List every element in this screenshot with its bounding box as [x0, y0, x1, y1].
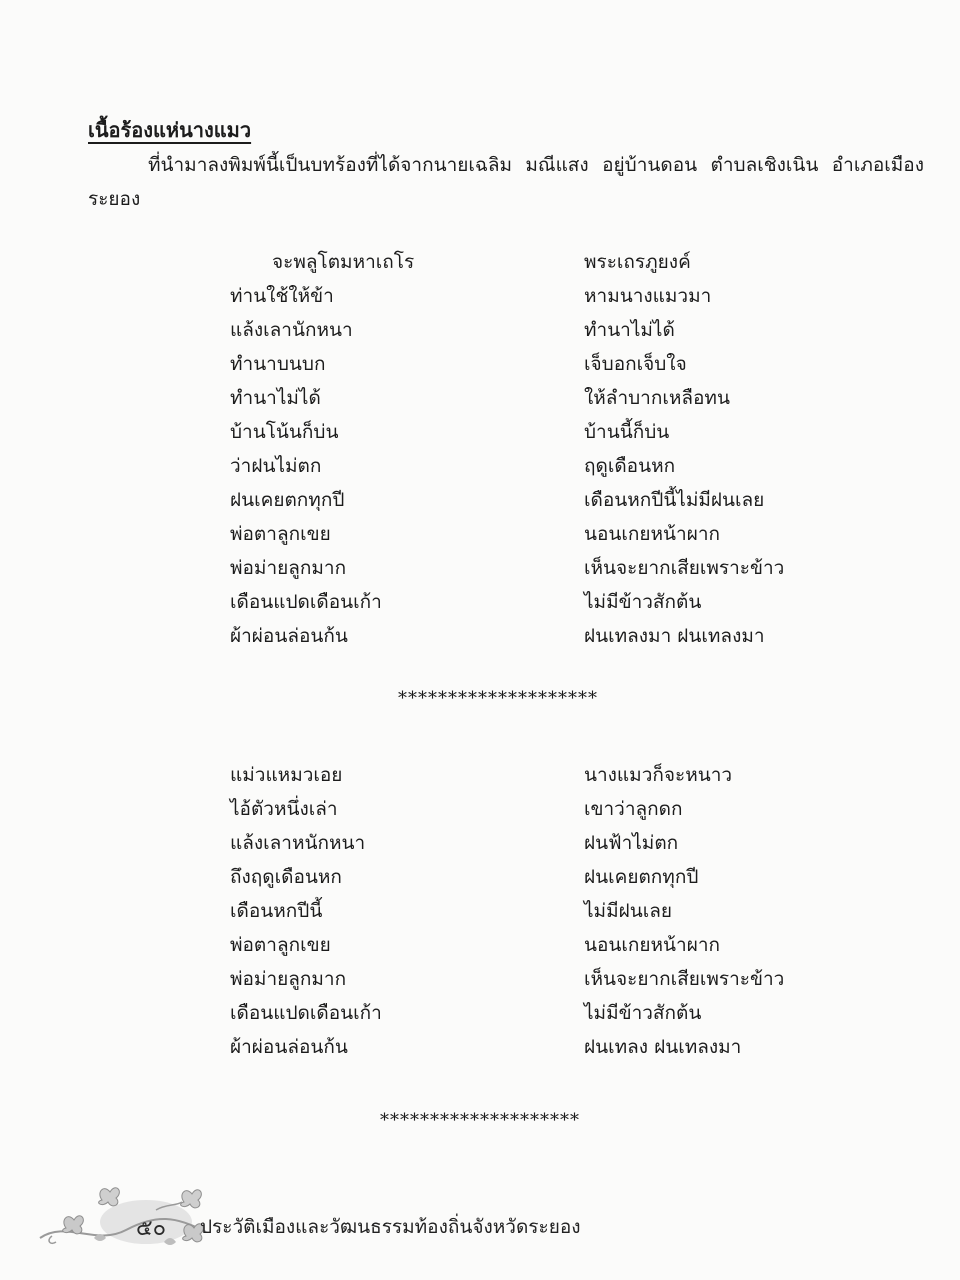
separator-stars: ******************** — [380, 1110, 580, 1131]
verse-left: ทำนาบนบก — [230, 353, 326, 375]
verse-line — [0, 894, 960, 928]
verse-line — [0, 483, 960, 517]
verse-right: ฝนเทลง ฝนเทลงมา — [584, 1036, 742, 1058]
verse-right: เขาว่าลูกดก — [584, 798, 683, 820]
verse-left: แล้งเลาหนักหนา — [230, 832, 366, 854]
separator-stars: ******************** — [398, 688, 598, 709]
verse-line — [0, 449, 960, 483]
verse-left: ผ้าผ่อนล่อนก้น — [230, 1036, 348, 1058]
verse-left: จะพลูโตมหาเถโร — [272, 251, 415, 273]
verse-right: หามนางแมวมา — [584, 285, 712, 307]
verse-line — [0, 928, 960, 962]
verse-line — [0, 245, 960, 279]
verse-left: ผ้าผ่อนล่อนก้น — [230, 625, 348, 647]
verse-right: นางแมวก็จะหนาว — [584, 764, 733, 786]
page-footer — [36, 1180, 636, 1260]
verse-right: ไม่มีข้าวสักต้น — [584, 591, 702, 613]
verse-left: พ่อตาลูกเขย — [230, 934, 331, 956]
verse-left: บ้านโน้นก็บ่น — [230, 421, 339, 443]
verse-line — [0, 758, 960, 792]
verse-left: ไอ้ตัวหนึ่งเล่า — [230, 798, 338, 820]
verse-right: เห็นจะยากเสียเพราะข้าว — [584, 557, 785, 579]
verse-left: พ่อตาลูกเขย — [230, 523, 331, 545]
verse-line — [0, 313, 960, 347]
verse-right: ฤดูเดือนหก — [584, 455, 676, 477]
verse-left: พ่อม่ายลูกมาก — [230, 968, 347, 990]
verse-line — [0, 792, 960, 826]
verse-left: แล้งเลานักหนา — [230, 319, 353, 341]
verse-right: พระเถรภูยงค์ — [584, 251, 691, 273]
page-number: ๕๐ — [136, 1216, 167, 1241]
verse-line — [0, 279, 960, 313]
verse-left: พ่อม่ายลูกมาก — [230, 557, 347, 579]
verse-right: ไม่มีข้าวสักต้น — [584, 1002, 702, 1024]
book-title: ประวัติเมืองและวัฒนธรรมท้องถิ่นจังหวัดระยอง — [200, 1216, 581, 1238]
verse-left: เดือนแปดเดือนเก้า — [230, 1002, 382, 1024]
verse-right: นอนเกยหน้าผาก — [584, 523, 721, 545]
verse-line — [0, 1030, 960, 1064]
verse-line — [0, 619, 960, 653]
verse-right: ฝนเทลงมา ฝนเทลงมา — [584, 625, 765, 647]
floral-ornament-icon — [36, 1180, 216, 1260]
intro-paragraph: ที่นำมาลงพิมพ์นี้เป็นบทร้องที่ได้จากนายเฉลิม มณีแสง อยู่บ้านดอน ตำบลเชิงเนิน อำเภอเมืองระยอง — [88, 154, 924, 210]
verse-left: แม่วแหมวเอย — [230, 764, 343, 786]
verse-right: ฝนฟ้าไม่ตก — [584, 832, 679, 854]
verse-left: ถึงฤดูเดือนหก — [230, 866, 342, 888]
verse-right: ไม่มีฝนเลย — [584, 900, 672, 922]
verse-line — [0, 996, 960, 1030]
verse-left: เดือนแปดเดือนเก้า — [230, 591, 382, 613]
verse-left: ฝนเคยตกทุกปี — [230, 489, 345, 511]
verse-right: เห็นจะยากเสียเพราะข้าว — [584, 968, 785, 990]
verse-right: เจ็บอกเจ็บใจ — [584, 353, 687, 375]
verse-block-1 — [0, 245, 960, 653]
verse-left: เดือนหกปีนี้ — [230, 900, 323, 922]
section-heading: เนื้อร้องแห่นางแมว — [88, 118, 252, 142]
verse-line — [0, 860, 960, 894]
verse-left: ว่าฝนไม่ตก — [230, 455, 322, 477]
verse-block-2 — [0, 758, 960, 1064]
verse-right: ให้ลำบากเหลือทน — [584, 387, 730, 409]
verse-right: เดือนหกปีนี้ไม่มีฝนเลย — [584, 489, 765, 511]
verse-line — [0, 585, 960, 619]
verse-line — [0, 551, 960, 585]
verse-line — [0, 962, 960, 996]
verse-line — [0, 415, 960, 449]
verse-line — [0, 517, 960, 551]
verse-right: นอนเกยหน้าผาก — [584, 934, 721, 956]
verse-left: ท่านใช้ให้ข้า — [230, 285, 334, 307]
verse-right: ฝนเคยตกทุกปี — [584, 866, 699, 888]
verse-left: ทำนาไม่ได้ — [230, 387, 321, 409]
verse-line — [0, 826, 960, 860]
verse-line — [0, 347, 960, 381]
verse-right: บ้านนี้ก็บ่น — [584, 421, 670, 443]
verse-line — [0, 381, 960, 415]
verse-right: ทำนาไม่ได้ — [584, 319, 675, 341]
